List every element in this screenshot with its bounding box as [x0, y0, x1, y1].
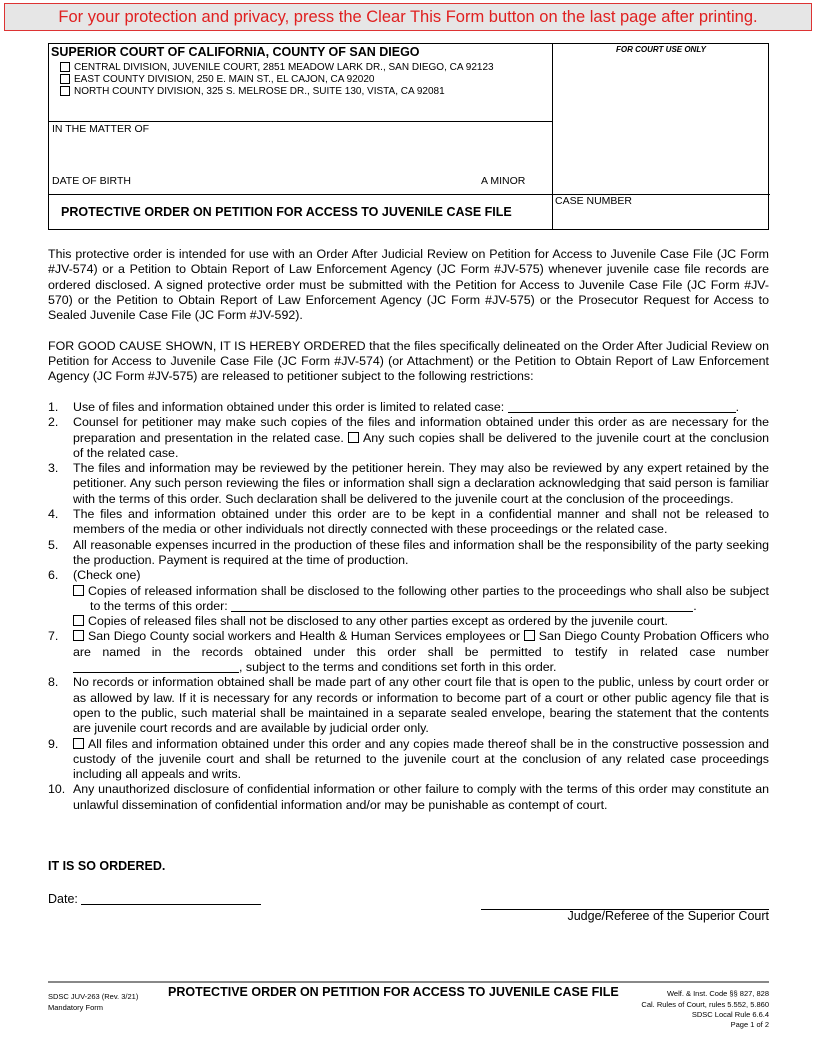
- division-north-checkbox[interactable]: [60, 86, 70, 96]
- order-body: [48, 247, 769, 924]
- disclose-to-parties-checkbox[interactable]: [73, 585, 84, 596]
- division-central: [60, 61, 494, 73]
- division-central-checkbox[interactable]: [60, 62, 70, 72]
- caption-box: [48, 43, 769, 230]
- citation: Cal. Rules of Court, rules 5.552, 5.860: [641, 1000, 769, 1009]
- court-name: SUPERIOR COURT OF CALIFORNIA, COUNTY OF SAN DIEGO: [51, 45, 420, 59]
- date-signature-row: [48, 892, 769, 907]
- item-text: No records or information obtained shall be made part of any other court file that is open to the public, unless by court order or as allowed by law. If it is necessary for any records or information to become part of a court or other public agency file that is open to the public, such material shall be maintained in a separate sealed envelope, bearing the statement that the contents are juvenile court records and are available by judicial order only.: [73, 675, 769, 736]
- footer-form-info: [48, 991, 138, 1013]
- division-east: [60, 73, 374, 85]
- item-3: [48, 461, 769, 507]
- item-text: The files and information may be reviewed by the petitioner herein. They may also be reviewed by any expert retained by the petitioner. Any such person reviewing the files or information shall sign a declaration acknowledging that said person is familiar with the terms of this order. Such declaration shall be delivered to the juvenile court at the conclusion of the proceedings.: [73, 461, 769, 506]
- item-number: 7.: [48, 629, 59, 644]
- item-number: 6.: [48, 568, 59, 583]
- item-number: 4.: [48, 507, 59, 522]
- footer-rule: [48, 981, 769, 983]
- item-number: 9.: [48, 736, 59, 751]
- date-field[interactable]: [81, 893, 261, 905]
- division-east-checkbox[interactable]: [60, 74, 70, 84]
- hhs-employees-checkbox[interactable]: [73, 630, 84, 641]
- footer-citations: [641, 1000, 769, 1030]
- item-7: [48, 629, 769, 675]
- item-number: 3.: [48, 461, 59, 476]
- item-text: Copies of released information shall be disclosed to the following other parties to the proceedings who shall also be subject to the terms of this order:: [88, 583, 769, 613]
- item-text: Any unauthorized disclosure of confidential information or other failure to comply with the terms of this order may constitute an unlawful dissemination of confidential information and/or may be punishable as contempt of court.: [73, 782, 769, 812]
- item-text: Use of files and information obtained under this order is limited to related case:: [73, 399, 505, 414]
- item-number: 10.: [48, 782, 66, 797]
- in-the-matter-label: IN THE MATTER OF: [52, 123, 150, 135]
- related-case-number-field[interactable]: [73, 661, 239, 673]
- item-8: [48, 675, 769, 736]
- judge-label: Judge/Referee of the Superior Court: [567, 908, 769, 923]
- mandatory-form: Mandatory Form: [48, 1003, 104, 1012]
- footer-title-row: [168, 985, 769, 1000]
- item-text: Any such copies shall be delivered to the juvenile court at the conclusion of the related case.: [73, 430, 769, 460]
- date-of-birth-label: DATE OF BIRTH: [52, 175, 131, 187]
- item-text: , subject to the terms and conditions set forth in this order.: [239, 660, 557, 675]
- date-label: Date:: [48, 891, 78, 906]
- form-number: SDSC JUV-263 (Rev. 3/21): [48, 992, 139, 1001]
- item-6: 6. (Check one) Copies of released information shall be disclosed to the following other parties to the proceedings who shall also be subject to the terms of this order: . Copies of released files shall not be disclosed to any other parties except as ordered by the juvenile court.: [48, 568, 769, 629]
- custody-checkbox[interactable]: [73, 738, 84, 749]
- court-use-only-label: FOR COURT USE ONLY: [616, 45, 706, 54]
- item-10: [48, 782, 769, 813]
- probation-officers-checkbox[interactable]: [524, 630, 535, 641]
- item-1: 1. Use of files and information obtained under this order is limited to related case: .: [48, 399, 740, 414]
- item-2: [48, 415, 769, 461]
- item-text: All reasonable expenses incurred in the production of these files and information shall be the responsibility of the party seeking the production. Payment is required at the time of production.: [73, 537, 769, 567]
- other-parties-field[interactable]: [231, 600, 693, 612]
- item-number: 2.: [48, 415, 59, 430]
- division-north: [60, 85, 445, 97]
- item-number: 1.: [48, 399, 59, 414]
- item-text: (Check one): [73, 568, 141, 583]
- case-number-label: CASE NUMBER: [555, 195, 633, 207]
- item-text: The files and information obtained under this order are to be kept in a confidential manner and shall not be released to members of the media or other individuals not directly connected with these proceedings or the related case.: [73, 507, 769, 537]
- item-4: [48, 507, 769, 538]
- item-9: [48, 737, 769, 783]
- divider: [49, 121, 553, 122]
- so-ordered: IT IS SO ORDERED.: [48, 858, 166, 873]
- date-line: [48, 892, 261, 907]
- intro-paragraph: This protective order is intended for use with an Order After Judicial Review on Petition for Access to Juvenile Case File (JC Form #JV-574) or a Petition to Obtain Report of Law Enforcement Agency (JC Form #JV-575) whenever juvenile case file records are ordered disclosed. A signed protective order must be submitted with the Petition for Access to Juvenile Case File (JC Form #JV-570) or the Petition to Obtain Report of Law Enforcement Agency (JC Form #JV-575) or the Prosecutor Request for Access to Sealed Juvenile Case File (JC Form #JV-592).: [48, 247, 769, 323]
- form-title: PROTECTIVE ORDER ON PETITION FOR ACCESS TO JUVENILE CASE FILE: [61, 205, 512, 219]
- related-case-field[interactable]: [508, 401, 736, 413]
- deliver-copies-checkbox[interactable]: [348, 432, 359, 443]
- item-text: San Diego County social workers and Health & Human Services employees or: [88, 629, 521, 644]
- page-number: Page 1 of 2: [730, 1020, 769, 1029]
- good-cause-paragraph: FOR GOOD CAUSE SHOWN, IT IS HEREBY ORDERED that the files specifically delineated on the Order After Judicial Review on Petition for Access to Juvenile Case File (JC Form #JV-574) (or Attachment) or the Petition to Obtain Report of Law Enforcement Agency (JC Form #JV-575) are released to petitioner subject to the following restrictions:: [48, 338, 769, 384]
- item-5: [48, 538, 769, 569]
- division-label: CENTRAL DIVISION, JUVENILE COURT, 2851 MEADOW LARK DR., SAN DIEGO, CA 92123: [74, 61, 494, 73]
- division-label: EAST COUNTY DIVISION, 250 E. MAIN ST., EL CAJON, CA 92020: [74, 73, 375, 85]
- citation: Welf. & Inst. Code §§ 827, 828: [666, 989, 769, 998]
- footer-title: PROTECTIVE ORDER ON PETITION FOR ACCESS TO JUVENILE CASE FILE: [168, 985, 619, 999]
- item-text: Counsel for petitioner may make such copies of the files and information obtained under this order as are necessary for the preparation and presentation in the related case.: [73, 415, 769, 445]
- division-label: NORTH COUNTY DIVISION, 325 S. MELROSE DR., SUITE 130, VISTA, CA 92081: [74, 85, 445, 97]
- not-disclosed-checkbox[interactable]: [73, 615, 84, 626]
- citation: SDSC Local Rule 6.6.4: [691, 1010, 769, 1019]
- clear-form-notice: For your protection and privacy, press the Clear This Form button on the last page after printing.: [4, 3, 812, 31]
- item-number: 8.: [48, 675, 59, 690]
- divider: [49, 194, 770, 195]
- item-number: 5.: [48, 537, 59, 552]
- item-text: Copies of released files shall not be disclosed to any other parties except as ordered by the juvenile court.: [88, 614, 668, 629]
- item-text: All files and information obtained under this order and any copies made thereof shall be in the constructive possession and custody of the juvenile court and shall be returned to the juvenile court at the conclusion of any related case proceedings including all appeals and writs.: [73, 736, 769, 782]
- minor-label: A MINOR: [481, 175, 526, 187]
- restrictions-list: [48, 400, 769, 813]
- item-text: San Diego County Probation Officers who are named in the records obtained under this order shall be permitted to testify in related case number: [73, 629, 770, 659]
